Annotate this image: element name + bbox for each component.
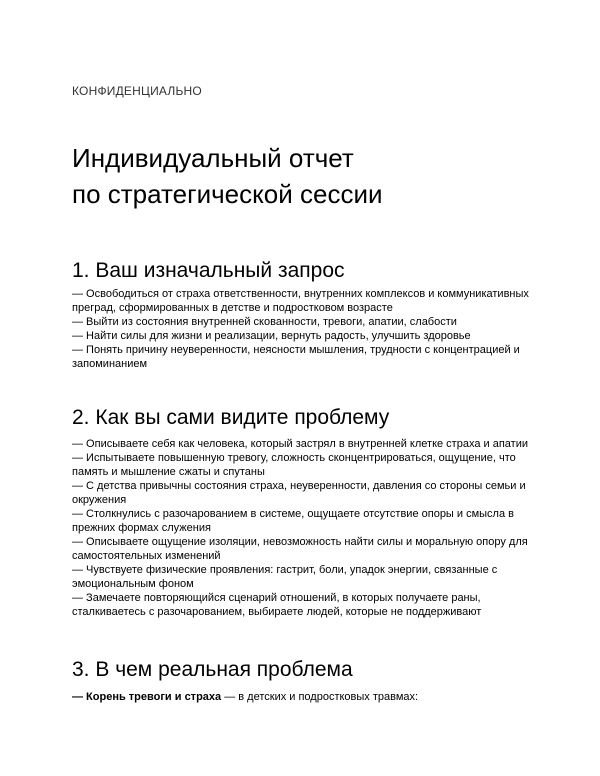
confidential-label: КОНФИДЕНЦИАЛЬНО bbox=[72, 84, 202, 98]
list-item: — Чувствуете физические проявления: гастрит, боли, упадок энергии, связанные с эмоциональным фоном bbox=[72, 564, 498, 590]
section-3-heading: 3. В чем реальная проблема bbox=[72, 658, 353, 681]
list-item: — Освободиться от страха ответственности, внутренних комплексов и коммуникативных преград, сформированных в детстве и подростковом возрасте bbox=[72, 288, 529, 314]
section-1-heading: 1. Ваш изначальный запрос bbox=[72, 259, 345, 282]
section-1-list bbox=[72, 287, 532, 371]
item-text: — в детских и подростковых травмах: bbox=[221, 691, 419, 703]
title-line-2: по стратегической сессии bbox=[72, 179, 383, 209]
list-item: — Понять причину неуверенности, неясности мышления, трудности с концентрацией и запоминанием bbox=[72, 344, 520, 370]
section-3-list bbox=[72, 690, 532, 704]
list-item: — Описываете себя как человека, который застрял в внутренней клетке страха и апатии bbox=[72, 438, 528, 450]
section-2-heading: 2. Как вы сами видите проблему bbox=[72, 406, 390, 429]
list-item: — Выйти из состояния внутренней скованности, тревоги, апатии, слабости bbox=[72, 316, 457, 328]
list-item: — Найти силы для жизни и реализации, вернуть радость, улучшить здоровье bbox=[72, 330, 471, 342]
list-item bbox=[72, 690, 532, 704]
list-item: — С детства привычны состояния страха, неуверенности, давления со стороны семьи и окружения bbox=[72, 480, 526, 506]
section-2-list bbox=[72, 437, 532, 619]
list-item: — Испытываете повышенную тревогу, сложность сконцентрироваться, ощущение, что память и мышление сжаты и спутаны bbox=[72, 452, 516, 478]
title-line-1: Индивидуальный отчет bbox=[72, 143, 354, 173]
list-item: — Столкнулись с разочарованием в системе, ощущаете отсутствие опоры и смысла в прежних формах служения bbox=[72, 508, 514, 534]
report-title bbox=[72, 140, 383, 212]
list-item: — Описываете ощущение изоляции, невозможность найти силы и моральную опору для самостоятельных изменений bbox=[72, 536, 528, 562]
item-emphasis: — Корень тревоги и страха bbox=[72, 691, 222, 703]
list-item: — Замечаете повторяющийся сценарий отношений, в которых получаете раны, сталкиваетесь с разочарованием, выбираете людей, которые не поддерживают bbox=[72, 592, 482, 618]
